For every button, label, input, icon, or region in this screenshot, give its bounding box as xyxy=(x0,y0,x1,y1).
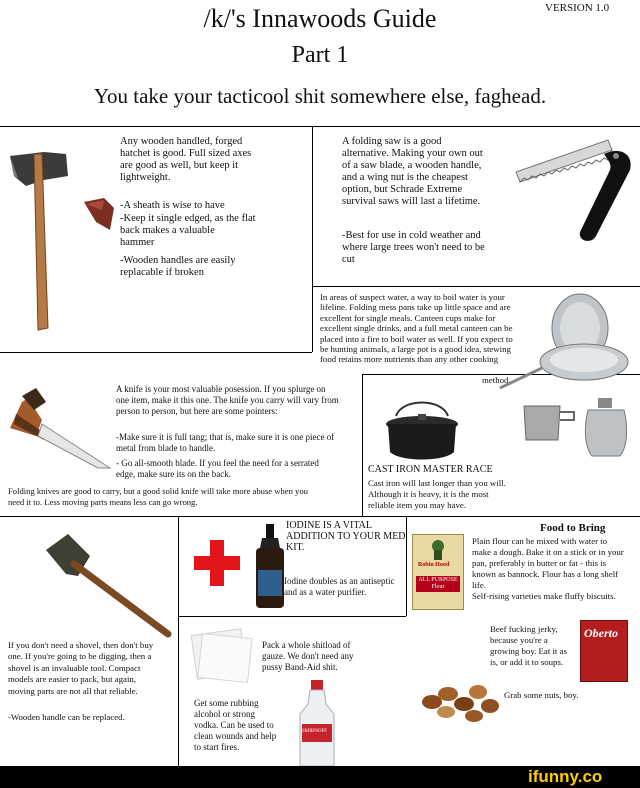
nuts-text: Grab some nuts, boy. xyxy=(504,690,579,700)
divider-hatchet-saw xyxy=(312,126,313,286)
saw-note: -Best for use in cold weather and where large trees won't need to be cut xyxy=(342,230,485,265)
page-subtitle: You take your tacticool shit somewhere else, faghead. xyxy=(93,84,547,108)
divider-hatchet-bottom xyxy=(0,352,312,353)
knife-bullet-tang: -Make sure it is full tang; that is, make sure it is one piece of metal from blade to handle. xyxy=(116,432,335,453)
flour-logo-icon xyxy=(426,538,450,560)
hatchet-bullet-handle: -Wooden handles are easily replacable if broken xyxy=(120,255,236,278)
iodine-title: IODINE IS A VITAL ADDITION TO YOUR MED KIT. xyxy=(286,520,406,553)
knife-bullet-serrated: - Go all-smooth blade. If you feel the need for a serrated edge, make sure its on the back. xyxy=(116,458,319,479)
vodka-bottle-icon xyxy=(296,680,338,766)
divider-top xyxy=(0,126,640,127)
red-cross-icon xyxy=(192,538,242,588)
cast-iron-text: Cast iron will last longer than you will. Although it is heavy, it is the most reliable item you may have. xyxy=(368,478,506,510)
watermark: ifunny.co xyxy=(528,767,603,786)
dutch-oven-icon xyxy=(380,398,464,464)
divider-water-left xyxy=(312,286,313,352)
water-text: In areas of suspect water, a way to boil water is your lifeline. Folding mess pans take up little space and are excellent for single meals. Canteen cups make for excellent single drinks, and a full metal canteen can be placed into a fire to boil water as well. If you expect to be hunting animals, a large pot is a good idea, stewing food retains more nutrients than any other cooking xyxy=(320,292,513,365)
hatchet-bullet-sheath: -A sheath is wise to have xyxy=(120,200,225,211)
flour-text: Plain flour can be mixed with water to make a dough. Bake it on a stick or in your pan, preferably in butter or fat - this is known as bannock. Flour has a long shelf life. Self-rising varieties make fluffy biscuits. xyxy=(472,536,624,601)
hatchet-bullet-edge: -Keep it single edged, as the flat back makes a valuable hammer xyxy=(120,213,256,248)
sheath-icon xyxy=(82,196,116,232)
water-text-end: method. xyxy=(482,375,511,385)
shovel-note: -Wooden handle can be replaced. xyxy=(8,712,125,722)
gauze-text: Pack a whole shitload of gauze. We don't need any pussy Band-Aid shit. xyxy=(262,640,354,672)
folding-saw-icon xyxy=(512,136,638,246)
flour-brand: Robin Hood xyxy=(418,562,450,568)
shovel-icon xyxy=(40,532,174,638)
divider-middle xyxy=(0,516,640,517)
shovel-text: If you don't need a shovel, then don't buy one. If you're going to be digging, then a shovel is an invaluable tool. Compact models are easier to pack, but again, moving parts are not all that reliable. xyxy=(8,640,154,696)
knife-icon xyxy=(6,384,116,474)
page-title: /k/'s Innawoods Guide xyxy=(203,4,437,33)
hatchet-icon xyxy=(4,150,84,332)
canteen-icon xyxy=(582,396,630,460)
food-title: Food to Bring xyxy=(540,522,606,534)
divider-med-food xyxy=(406,516,407,616)
divider-knife-castiron xyxy=(362,374,363,516)
jerky-text: Beef fucking jerky, because you're a growing boy. Eat it as is, or add it to soups. xyxy=(490,624,567,667)
hatchet-intro: Any wooden handled, forged hatchet is good. Full sized axes are good as well, but keep it lightweight. xyxy=(120,136,252,183)
mess-kit-icon xyxy=(498,290,638,394)
page-part: Part 1 xyxy=(291,42,349,68)
cast-iron-title: CAST IRON MASTER RACE xyxy=(368,464,493,475)
nuts-icon xyxy=(418,672,502,724)
saw-text: A folding saw is a good alternative. Making your own out of a saw blade, a wooden handle, and a wing nut is the cheapest option, but Schrade Extreme survival saws will last a lifetime. xyxy=(342,136,483,207)
knife-text: A knife is your most valuable posession. If you splurge on one item, make it this one. The knife you carry will vary from person to person, but here are some pointers: xyxy=(116,384,339,416)
divider-iodine-bottom xyxy=(178,616,406,617)
vodka-label: SMIRNOFF xyxy=(302,729,328,734)
knife-folding-note: Folding knives are good to carry, but a good solid knife will take more abuse when you need it to. Less moving parts means less can go wrong. xyxy=(8,486,308,507)
vodka-text: Get some rubbing alcohol or strong vodka. Can be used to clean wounds and help to start fires. xyxy=(194,698,277,752)
flour-label: ALL PURPOSE Flour xyxy=(416,576,460,592)
divider-shovel-med xyxy=(178,516,179,766)
version-label: VERSION 1.0 xyxy=(545,2,610,14)
jerky-brand: Oberto xyxy=(584,626,618,640)
canteen-cup-icon xyxy=(520,400,576,446)
divider-saw-bottom xyxy=(312,286,640,287)
gauze-icon xyxy=(186,626,258,684)
iodine-bottle-icon xyxy=(252,524,288,610)
iodine-text: Iodine doubles as an antiseptic and as a water purifier. xyxy=(284,576,395,597)
